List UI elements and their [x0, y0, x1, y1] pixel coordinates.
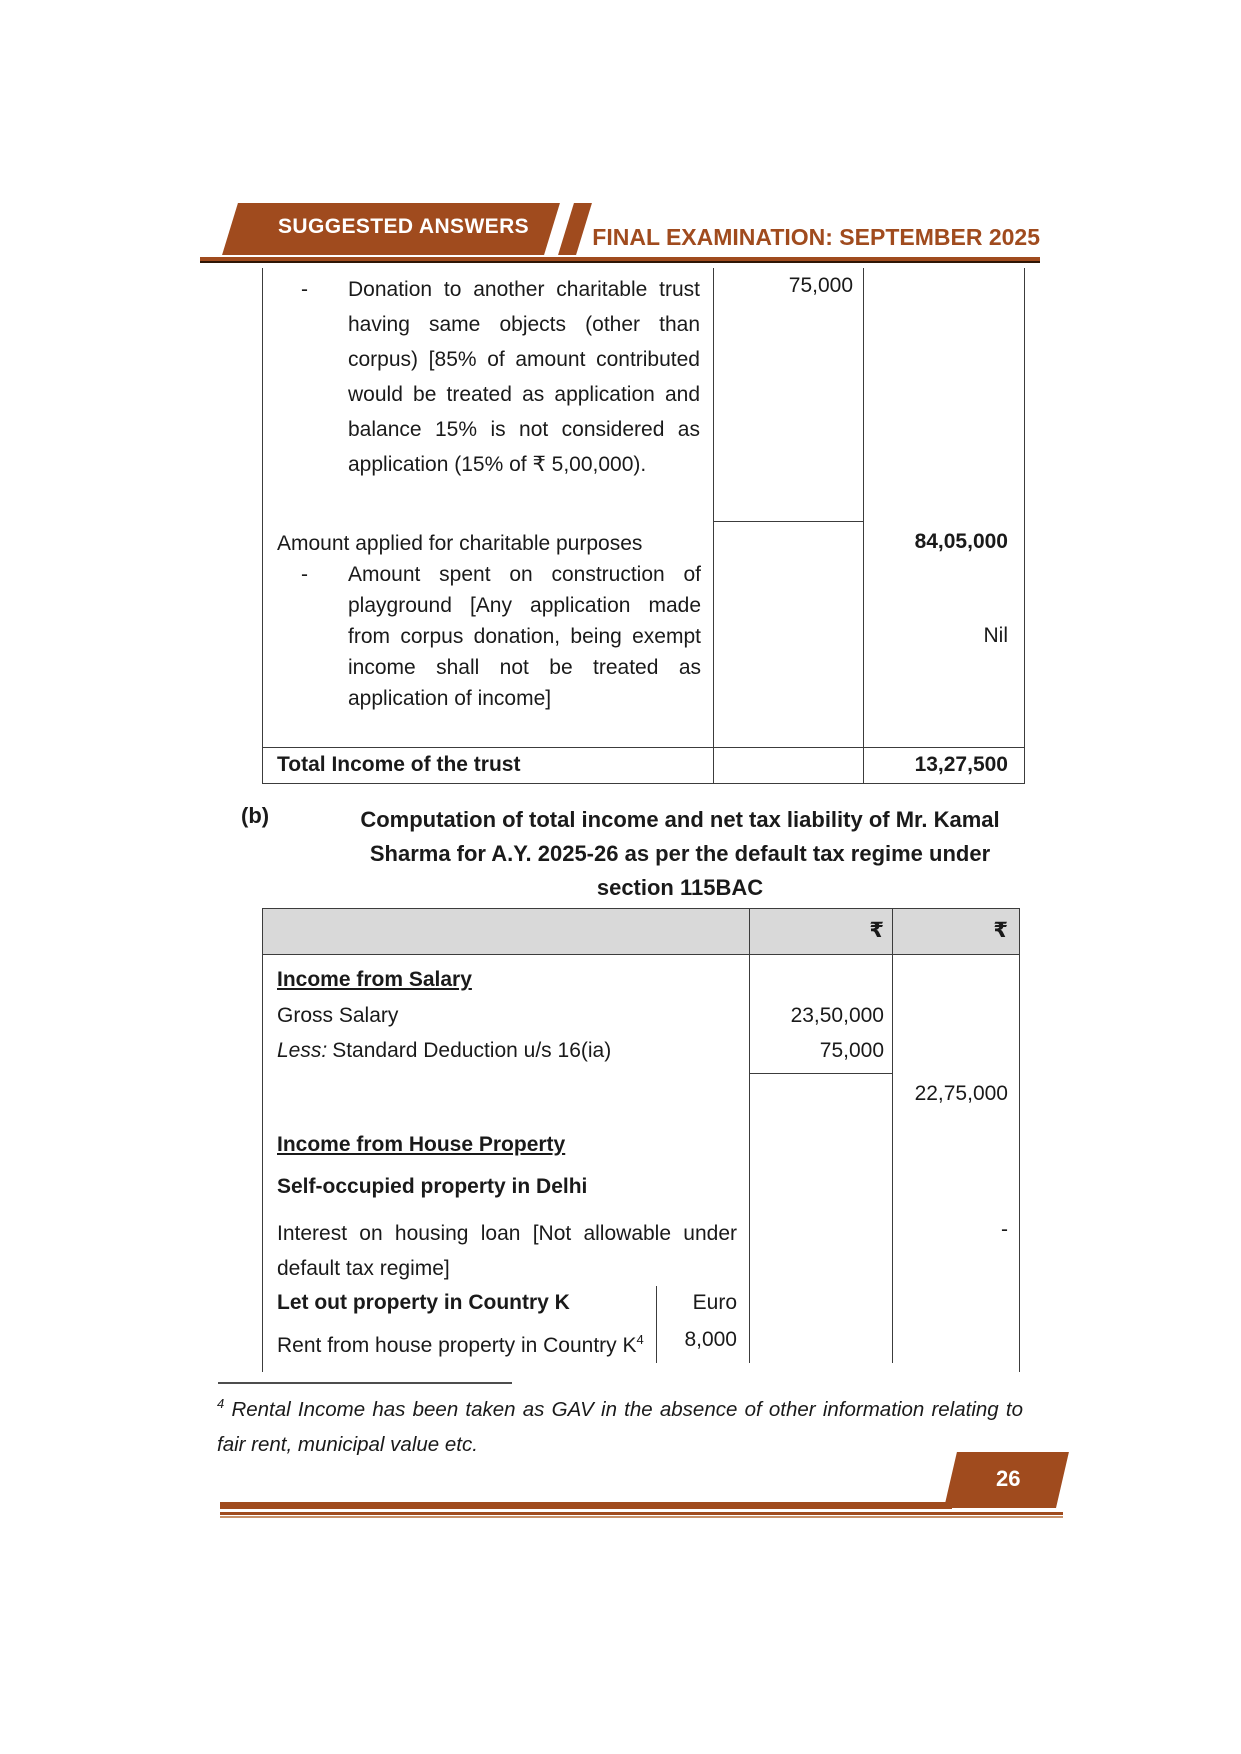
donation-amount-cell	[714, 268, 864, 522]
bullet-dash: -	[301, 278, 308, 301]
section-marker: (b)	[241, 803, 270, 828]
applied-label: Amount applied for charitable purposes	[277, 532, 643, 555]
currency-label: Euro	[656, 1286, 749, 1325]
table-row	[263, 955, 1019, 1002]
rupee-header-col2: ₹	[750, 909, 893, 954]
footnote-ref: 4	[636, 1332, 644, 1347]
let-out-heading: Let out property in Country K	[277, 1291, 570, 1314]
table-row	[263, 268, 1024, 522]
rupee-header-col3: ₹	[993, 919, 1008, 942]
table-row	[263, 1039, 1019, 1074]
donation-text: Donation to another charitable trust having same objects (other than corpus) [85% of amount contributed would be treated as application and balance 15% is not considered as application (15% of ₹ 5,00,000).	[348, 278, 700, 476]
bullet-dash: -	[301, 563, 308, 586]
applied-amount: 84,05,000	[914, 530, 1008, 553]
donation-amount: 75,000	[788, 274, 853, 297]
rent-amount: 8,000	[656, 1325, 749, 1363]
income-computation-table	[262, 908, 1020, 1372]
interest-label: Interest on housing loan [Not allowable under default tax regime]	[263, 1210, 750, 1286]
exam-title: FINAL EXAMINATION: SEPTEMBER 2025	[592, 224, 1040, 250]
empty-cell	[714, 748, 864, 783]
total-label: Total Income of the trust	[263, 748, 714, 783]
section-heading-line3: section 115BAC	[596, 875, 764, 900]
gross-salary-amount: 23,50,000	[750, 1002, 893, 1039]
gross-salary-label: Gross Salary	[263, 1002, 750, 1039]
rent-label: Rent from house property in Country $K^4$	[277, 1332, 644, 1357]
interest-amount: -	[1001, 1218, 1008, 1241]
table-row	[263, 1167, 1019, 1210]
self-occupied-heading: Self-occupied property in Delhi	[277, 1175, 588, 1198]
section-heading-line2: Sharma for A.Y. 2025-26 as per the default tax regime under	[369, 841, 991, 866]
donation-cell	[263, 268, 714, 522]
applied-amount-cell	[864, 522, 1023, 747]
footer-rule	[220, 1502, 952, 1509]
section-heading	[300, 803, 1060, 905]
page-number-tab	[944, 1452, 1069, 1508]
house-property-heading: Income from House Property	[277, 1133, 566, 1156]
table-row	[263, 522, 1024, 747]
page-number: 26	[996, 1466, 1021, 1491]
playground-amount: Nil	[983, 624, 1008, 647]
table-row	[263, 1210, 1019, 1286]
banner-label: SUGGESTED ANSWERS	[278, 215, 530, 238]
total-amount: 13,27,500	[914, 753, 1008, 776]
table-row	[263, 1002, 1019, 1039]
table-header-row	[263, 909, 1019, 955]
empty-cell	[864, 268, 1023, 522]
section-heading-line1: Computation of total income and net tax liability of Mr. Kamal	[360, 807, 1000, 832]
salary-total-amount: 22,75,000	[914, 1082, 1008, 1105]
footer-thin-line-light	[220, 1516, 1063, 1518]
footnote	[217, 1392, 1023, 1462]
trust-income-table	[262, 268, 1025, 784]
table-row	[263, 1119, 1019, 1167]
std-deduction-label: Less: Standard Deduction u/s 16(ia)	[263, 1039, 750, 1074]
table-row	[263, 1286, 1019, 1325]
footer-thin-line	[220, 1512, 1063, 1515]
salary-heading: Income from Salary	[277, 968, 472, 991]
empty-header-cell	[263, 909, 750, 954]
table-row	[263, 1325, 1019, 1363]
std-deduction-amount: 75,000	[750, 1039, 893, 1074]
applied-cell	[263, 522, 714, 747]
playground-text: Amount spent on construction of playground [Any application made from corpus donation, being exempt income shall not be treated as application of income]	[348, 563, 701, 710]
table-row-total	[263, 747, 1024, 784]
header-rule	[200, 257, 1040, 263]
footnote-separator	[218, 1382, 512, 1384]
footnote-text: Rental Income has been taken as GAV in the absence of other information relating to fair rent, municipal value etc.	[217, 1398, 1023, 1456]
less-prefix: Less:	[277, 1039, 328, 1062]
footnote-marker: 4	[217, 1396, 225, 1412]
empty-cell	[714, 522, 864, 747]
table-row	[263, 1074, 1019, 1119]
